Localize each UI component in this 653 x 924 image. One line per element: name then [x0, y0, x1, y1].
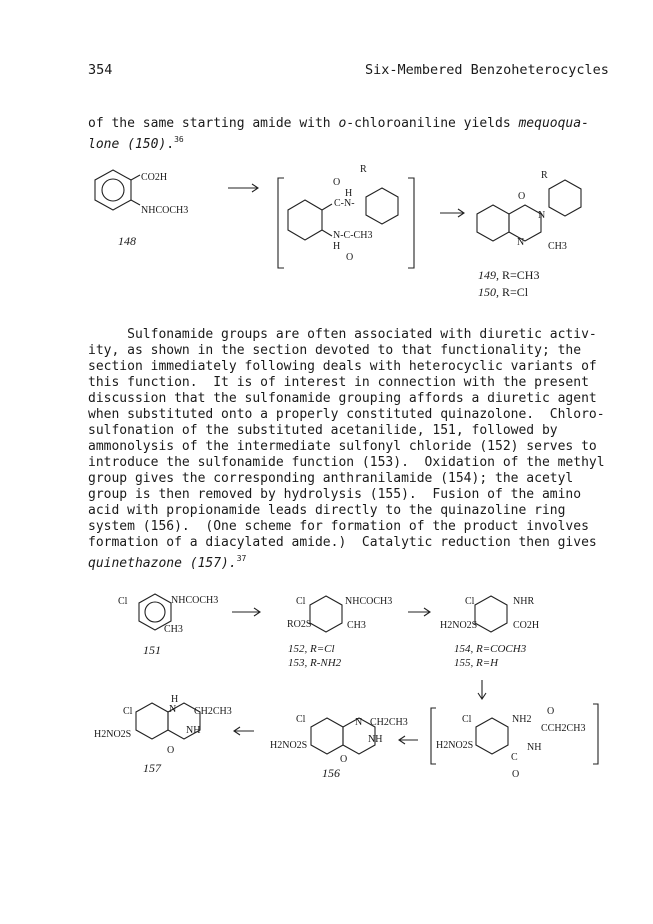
- atom-label: Cl: [296, 596, 306, 607]
- intro-text: of the same starting amide with: [88, 116, 339, 131]
- compound-label-148: 148: [118, 234, 136, 248]
- compound-label-152: 152, R=Cl: [288, 643, 335, 655]
- atom-label: O: [512, 769, 520, 780]
- compound-157-structure: [94, 694, 232, 756]
- reaction-arrow-down: [478, 680, 486, 699]
- intro-text: -chloroaniline yields: [346, 116, 519, 131]
- body-line: acid with propionamide leads directly to the quinazoline ring: [88, 503, 566, 518]
- body-line: formation of a diacylated amide.) Catalytic reduction then gives: [88, 535, 597, 550]
- atom-label: CH2CH3: [370, 717, 408, 728]
- atom-label: C-N-: [334, 198, 355, 209]
- body-line: system (156). (One scheme for formation of the product involves: [88, 519, 589, 534]
- page-number: 354: [88, 62, 113, 78]
- compound-label-156: 156: [322, 766, 340, 780]
- reaction-arrow: [408, 608, 430, 616]
- body-line: discussion that the sulfonamide grouping affords a diuretic agent: [88, 391, 597, 406]
- body-line: section immediately following deals with heterocyclic variants of: [88, 359, 597, 374]
- atom-label: NH: [527, 742, 542, 753]
- atom-label: CH3: [164, 624, 183, 635]
- body-line: Sulfonamide groups are often associated with diuretic activ-: [88, 327, 597, 342]
- atom-label: N-C-CH3: [333, 230, 373, 241]
- atom-label: NHCOCH3: [345, 596, 393, 607]
- atom-label: Cl: [123, 706, 133, 717]
- body-line: group gives the corresponding anthranilamide (154); the acetyl: [88, 471, 574, 486]
- running-head: Six-Membered Benzoheterocycles: [365, 62, 609, 78]
- atom-label: O: [167, 745, 175, 756]
- atom-label: NHCOCH3: [171, 595, 219, 606]
- body-line: quinethazone (157).: [88, 556, 237, 571]
- atom-label: H: [171, 694, 179, 705]
- atom-label: Cl: [296, 714, 306, 725]
- reference-marker: 37: [236, 554, 247, 563]
- atom-label: R: [360, 164, 367, 175]
- atom-label: CO2H: [513, 620, 540, 631]
- caption-text: R=CH3: [502, 268, 540, 282]
- diacylated-intermediate-structure: [431, 704, 598, 780]
- atom-label: H2NO2S: [94, 729, 132, 740]
- atom-label: CH3: [548, 241, 567, 252]
- compound-154-155-structure: [440, 596, 539, 632]
- caption-text: R=Cl: [502, 285, 529, 299]
- reaction-arrow-left: [234, 727, 254, 735]
- reaction-arrow: [232, 608, 260, 616]
- atom-label: O: [340, 754, 348, 765]
- atom-label: H: [333, 241, 341, 252]
- atom-label: CH3: [347, 620, 366, 631]
- atom-label: CH2CH3: [194, 706, 232, 717]
- atom-label: N: [169, 704, 177, 715]
- atom-label: O: [346, 252, 354, 263]
- body-line: group is then removed by hydrolysis (155). Fusion of the amino: [88, 487, 582, 502]
- body-line: ammonolysis of the intermediate sulfonyl chloride (152) serves to: [88, 439, 597, 454]
- atom-label: H2NO2S: [440, 620, 478, 631]
- atom-label: O: [518, 191, 526, 202]
- atom-label: RO2S: [287, 619, 312, 630]
- reference-marker: 36: [174, 135, 184, 144]
- body-line: ity, as shown in the section devoted to that functionality; the: [88, 343, 582, 358]
- atom-label: H2NO2S: [270, 740, 308, 751]
- compound-name: mequoqua-: [518, 116, 589, 131]
- atom-label: H: [345, 188, 353, 199]
- atom-label: NH: [186, 725, 201, 736]
- compound-name: lone (150): [88, 137, 167, 152]
- atom-label: CCH2CH3: [541, 723, 586, 734]
- substituent-label: CO2H: [141, 172, 168, 183]
- intro-text: o: [338, 116, 347, 131]
- atom-label: O: [547, 706, 555, 717]
- atom-label: N: [517, 237, 525, 248]
- intro-text: .: [166, 137, 175, 152]
- compound-label-154: 154, R=COCH3: [454, 643, 527, 655]
- atom-label: NH: [368, 734, 383, 745]
- atom-label: Cl: [118, 596, 128, 607]
- atom-label: C: [511, 752, 518, 763]
- atom-label: NHR: [513, 596, 535, 607]
- compound-label-153: 153, R-NH2: [288, 657, 342, 669]
- atom-label: Cl: [462, 714, 472, 725]
- atom-label: N: [538, 210, 546, 221]
- atom-label: N: [355, 717, 363, 728]
- atom-label: Cl: [465, 596, 475, 607]
- caption-number: 150,: [478, 285, 499, 299]
- compound-label-157: 157: [143, 761, 161, 775]
- compound-151-structure: [118, 594, 218, 635]
- atom-label: R: [541, 170, 548, 181]
- compound-156-structure: [270, 714, 408, 765]
- atom-label: H2NO2S: [436, 740, 474, 751]
- atom-label: NH2: [512, 714, 532, 725]
- body-line: when substituted onto a properly constituted quinazolone. Chloro-: [88, 407, 605, 422]
- compound-label-151: 151: [143, 643, 161, 657]
- body-line: this function. It is of interest in connection with the present: [88, 375, 589, 390]
- caption-number: 149,: [478, 268, 499, 282]
- compound-label-155: 155, R=H: [454, 657, 499, 669]
- body-line: introduce the sulfonamide function (153). Oxidation of the methyl: [88, 455, 605, 470]
- atom-label: O: [333, 177, 341, 188]
- reaction-arrow-left: [399, 736, 418, 744]
- substituent-label: NHCOCH3: [141, 205, 189, 216]
- body-line: sulfonation of the substituted acetanilide, 151, followed by: [88, 423, 558, 438]
- compound-152-153-structure: [287, 596, 392, 632]
